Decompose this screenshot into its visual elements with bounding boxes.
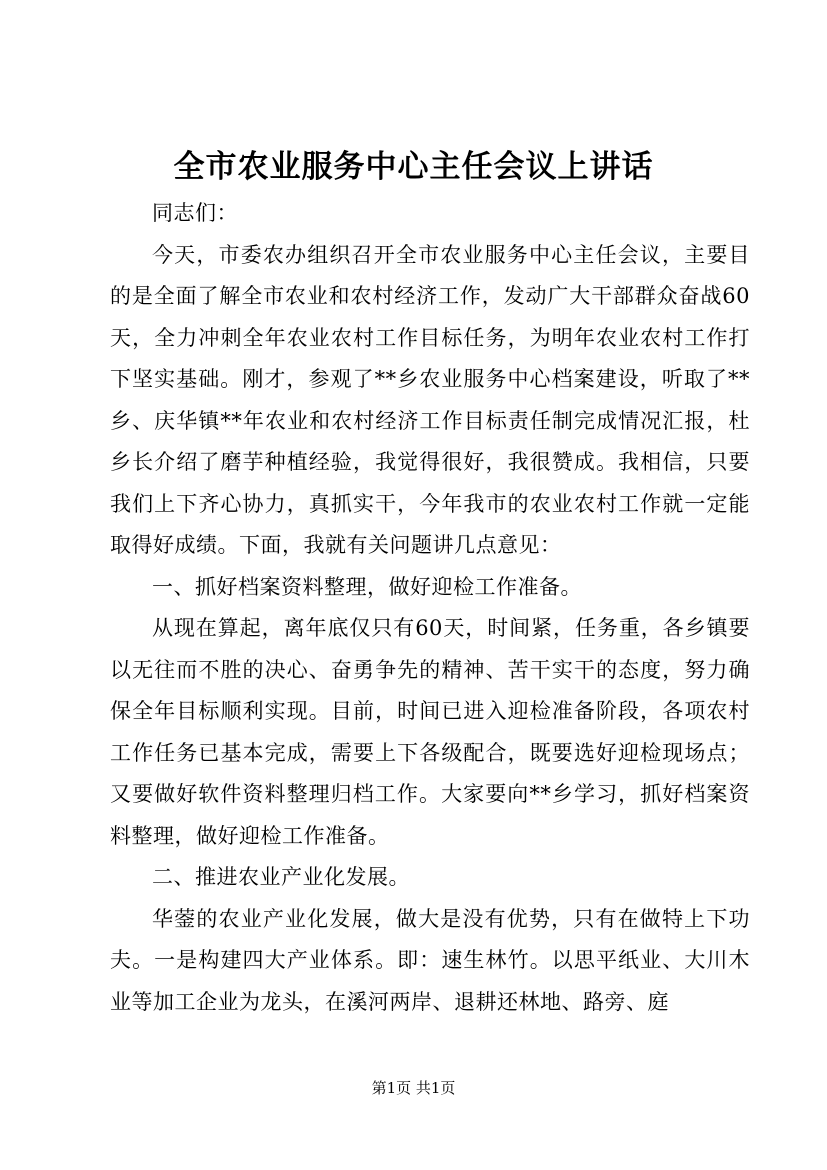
document-body [110,193,750,1023]
paragraph-section-1: 从现在算起，离年底仅只有60天，时间紧，任务重，各乡镇要以无往而不胜的决心、奋勇争先的精神、苦干实干的态度，努力确保全年目标顺利实现。目前，时间已进入迎检准备阶段，各项农村工作任务已基本完成，需要上下各级配合，既要选好迎检现场点；又要做好软件资料整理归档工作。大家要向**乡学习，抓好档案资料整理，做好迎检工作准备。 [110,616,750,848]
paragraph-intro: 今天，市委农办组织召开全市农业服务中心主任会议，主要目的是全面了解全市农业和农村经济工作，发动广大干部群众奋战60天，全力冲刺全年农业农村工作目标任务，为明年农业农村工作打下坚实基础。刚才，参观了**乡农业服务中心档案建设，听取了**乡、庆华镇**年农业和农村经济工作目标责任制完成情况汇报，杜乡长介绍了磨芋种植经验，我觉得很好，我很赞成。我相信，只要我们上下齐心协力，真抓实干，今年我市的农业农村工作就一定能取得好成绩。下面，我就有关问题讲几点意见： [110,242,750,557]
section-heading-1: 一、抓好档案资料整理，做好迎检工作准备。 [152,574,582,599]
salutation: 同志们： [152,201,238,225]
paragraph-section-2: 华蓥的农业产业化发展，做大是没有优势，只有在做特上下功夫。一是构建四大产业体系。即：速生林竹。以思平纸业、大川木业等加工企业为龙头，在溪河两岸、退耕还林地、路旁、庭 [110,906,750,1014]
section-heading-2: 二、推进农业产业化发展。 [152,865,410,889]
page-footer: 第1页 共1页 [371,1079,456,1097]
document-title: 全市农业服务中心主任会议上讲话 [173,149,654,185]
